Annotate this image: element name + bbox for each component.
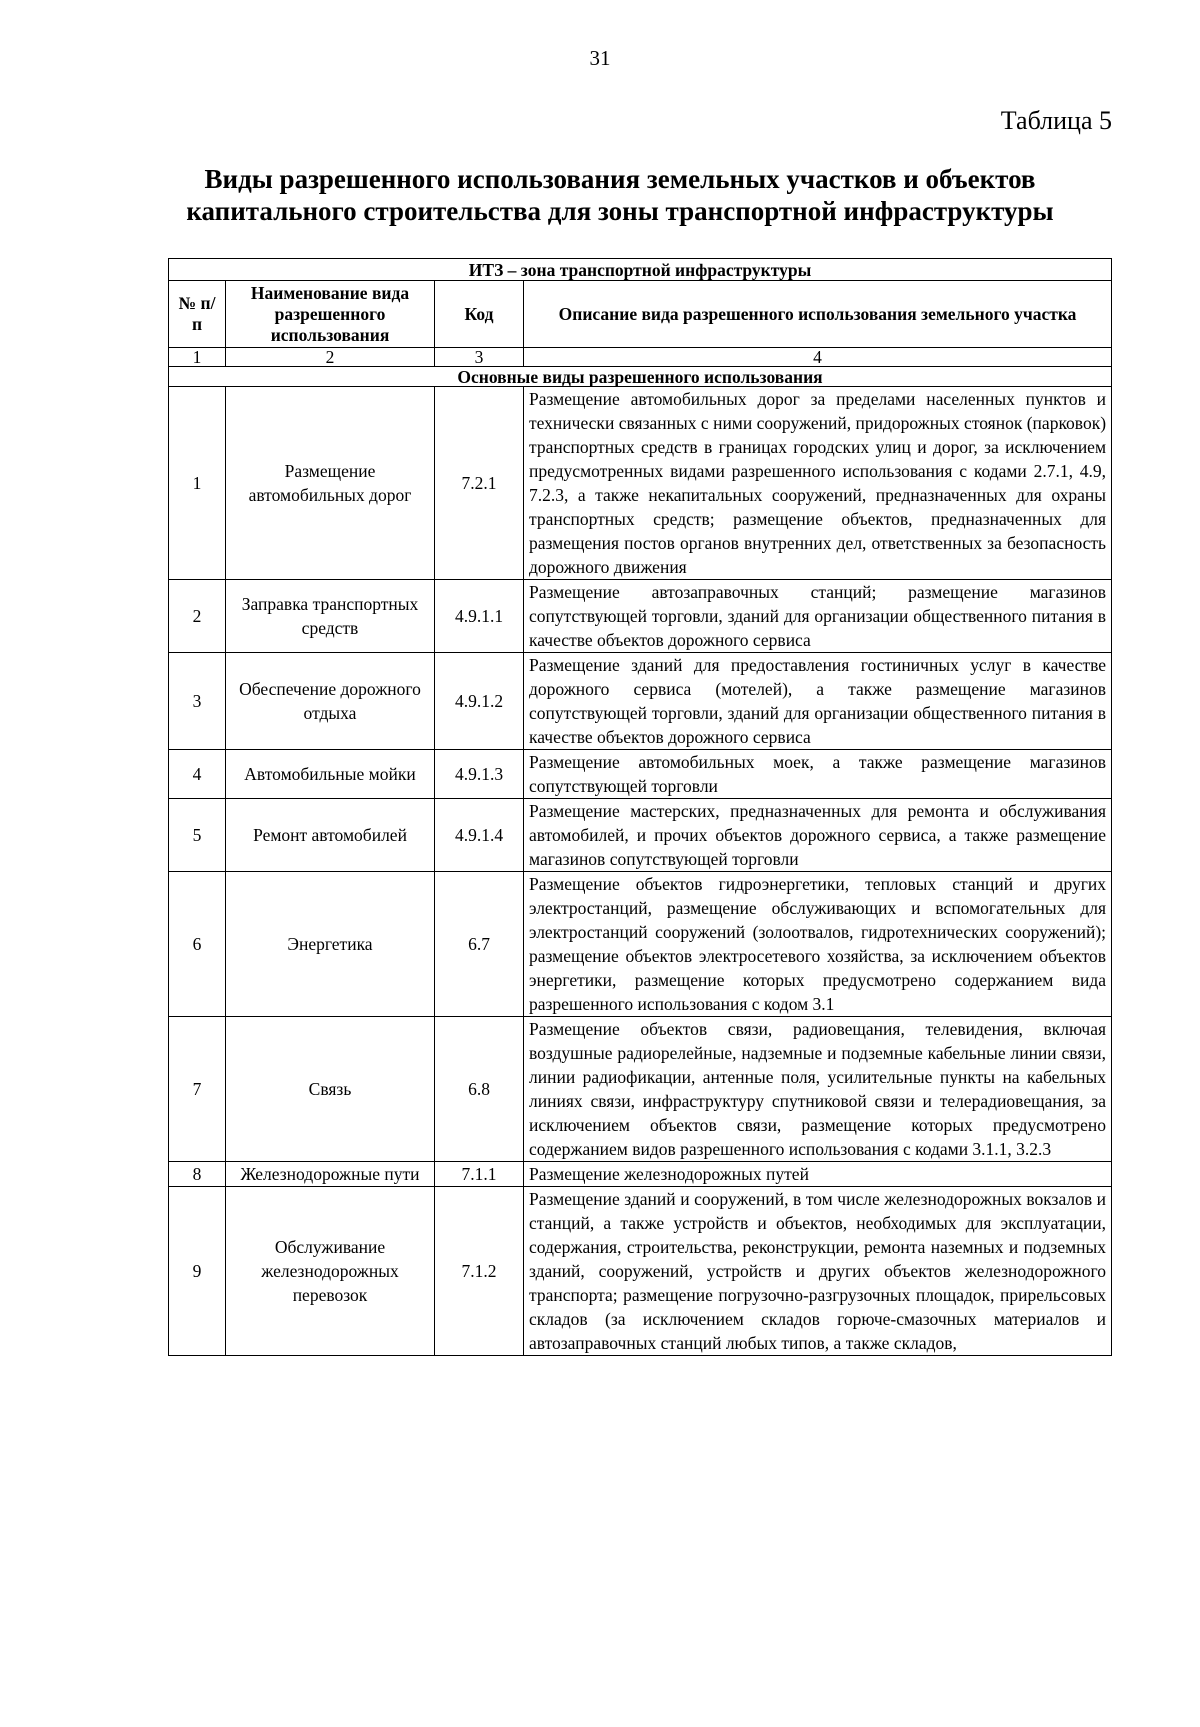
header-desc: Описание вида разрешенного использования земельного участка: [524, 281, 1112, 348]
row-name: Железнодорожные пути: [226, 1162, 435, 1187]
row-code: 7.1.2: [435, 1187, 524, 1356]
row-description: Размещение автомобильных дорог за пределами населенных пунктов и технически связанных с ними сооружений, придорожных стоянок (парковок) транспортных средств в границах городских улиц и дорог, за исключением предусмотренных видами разрешенного использования с кодами 2.7.1, 4.9, 7.2.3, а также некапитальных сооружений, предназначенных для охраны транспортных средств; размещение объектов, предназначенных для размещения постов органов внутренних дел, ответственных за безопасность дорожного движения: [524, 387, 1112, 580]
column-number: 2: [226, 348, 435, 367]
table-row: [169, 1162, 1112, 1187]
table-row: [169, 799, 1112, 872]
row-number: 8: [169, 1162, 226, 1187]
row-name: Связь: [226, 1017, 435, 1162]
table-row: [169, 1187, 1112, 1356]
row-description: Размещение объектов гидроэнергетики, тепловых станций и других электростанций, размещение обслуживающих и вспомогательных для электростанций сооружений (золоотвалов, гидротехнических сооружений); размещение объектов электросетевого хозяйства, за исключением объектов энергетики, размещение которых предусмотрено содержанием вида разрешенного использования с кодом 3.1: [524, 872, 1112, 1017]
row-description: Размещение зданий для предоставления гостиничных услуг в качестве дорожного сервиса (мотелей), а также размещение магазинов сопутствующей торговли, зданий для организации общественного питания в качестве объектов дорожного сервиса: [524, 653, 1112, 750]
row-number: 1: [169, 387, 226, 580]
row-name: Обслуживание железнодорожных перевозок: [226, 1187, 435, 1356]
header-num: № п/п: [169, 281, 226, 348]
row-name: Размещение автомобильных дорог: [226, 387, 435, 580]
title-line-2: капитального строительства для зоны транспортной инфраструктуры: [186, 196, 1054, 226]
row-number: 9: [169, 1187, 226, 1356]
row-code: 7.2.1: [435, 387, 524, 580]
column-header-row: [169, 281, 1112, 348]
row-code: 4.9.1.4: [435, 799, 524, 872]
table-row: [169, 750, 1112, 799]
row-description: Размещение мастерских, предназначенных для ремонта и обслуживания автомобилей, и прочих объектов дорожного сервиса, а также размещение магазинов сопутствующей торговли: [524, 799, 1112, 872]
table-row: [169, 387, 1112, 580]
row-number: 6: [169, 872, 226, 1017]
row-code: 4.9.1.3: [435, 750, 524, 799]
row-description: Размещение автозаправочных станций; размещение магазинов сопутствующей торговли, зданий для организации общественного питания в качестве объектов дорожного сервиса: [524, 580, 1112, 653]
column-number-row: [169, 348, 1112, 367]
row-code: 4.9.1.1: [435, 580, 524, 653]
row-number: 7: [169, 1017, 226, 1162]
row-description: Размещение объектов связи, радиовещания, телевидения, включая воздушные радиорелейные, надземные и подземные кабельные линии связи, линии радиофикации, антенные поля, усилительные пункты на кабельных линиях связи, инфраструктуру спутниковой связи и телерадиовещания, за исключением объектов связи, размещение которых предусмотрено содержанием видов разрешенного использования с кодами 3.1.1, 3.2.3: [524, 1017, 1112, 1162]
row-code: 4.9.1.2: [435, 653, 524, 750]
row-description: Размещение автомобильных моек, а также размещение магазинов сопутствующей торговли: [524, 750, 1112, 799]
document-title: [100, 163, 1140, 227]
header-code: Код: [435, 281, 524, 348]
row-description: Размещение зданий и сооружений, в том числе железнодорожных вокзалов и станций, а также устройств и объектов, необходимых для эксплуатации, содержания, строительства, реконструкции, ремонта наземных и подземных зданий, сооружений, устройств и других объектов железнодорожного транспорта; размещение погрузочно-разгрузочных площадок, прирельсовых складов (за исключением складов горюче-смазочных материалов и автозаправочных станций любых типов, а также складов,: [524, 1187, 1112, 1356]
row-name: Ремонт автомобилей: [226, 799, 435, 872]
table-row: [169, 872, 1112, 1017]
row-name: Обеспечение дорожного отдыха: [226, 653, 435, 750]
row-number: 5: [169, 799, 226, 872]
row-name: Заправка транспортных средств: [226, 580, 435, 653]
column-number: 3: [435, 348, 524, 367]
page-number: 31: [589, 46, 611, 70]
table-row: [169, 1017, 1112, 1162]
section-row: [169, 367, 1112, 387]
column-number: 4: [524, 348, 1112, 367]
land-use-table: [168, 258, 1112, 1356]
title-line-1: Виды разрешенного использования земельных участков и объектов: [204, 164, 1036, 194]
row-name: Энергетика: [226, 872, 435, 1017]
zone-header: ИТЗ – зона транспортной инфраструктуры: [169, 259, 1112, 281]
row-code: 6.8: [435, 1017, 524, 1162]
row-number: 2: [169, 580, 226, 653]
row-number: 4: [169, 750, 226, 799]
row-name: Автомобильные мойки: [226, 750, 435, 799]
section-title: Основные виды разрешенного использования: [169, 367, 1112, 387]
row-description: Размещение железнодорожных путей: [524, 1162, 1112, 1187]
row-number: 3: [169, 653, 226, 750]
row-code: 6.7: [435, 872, 524, 1017]
column-number: 1: [169, 348, 226, 367]
table-row: [169, 580, 1112, 653]
row-code: 7.1.1: [435, 1162, 524, 1187]
table-label: Таблица 5: [1000, 106, 1112, 135]
table-row: [169, 653, 1112, 750]
zone-header-row: [169, 259, 1112, 281]
header-name: Наименование вида разрешенного использования: [226, 281, 435, 348]
